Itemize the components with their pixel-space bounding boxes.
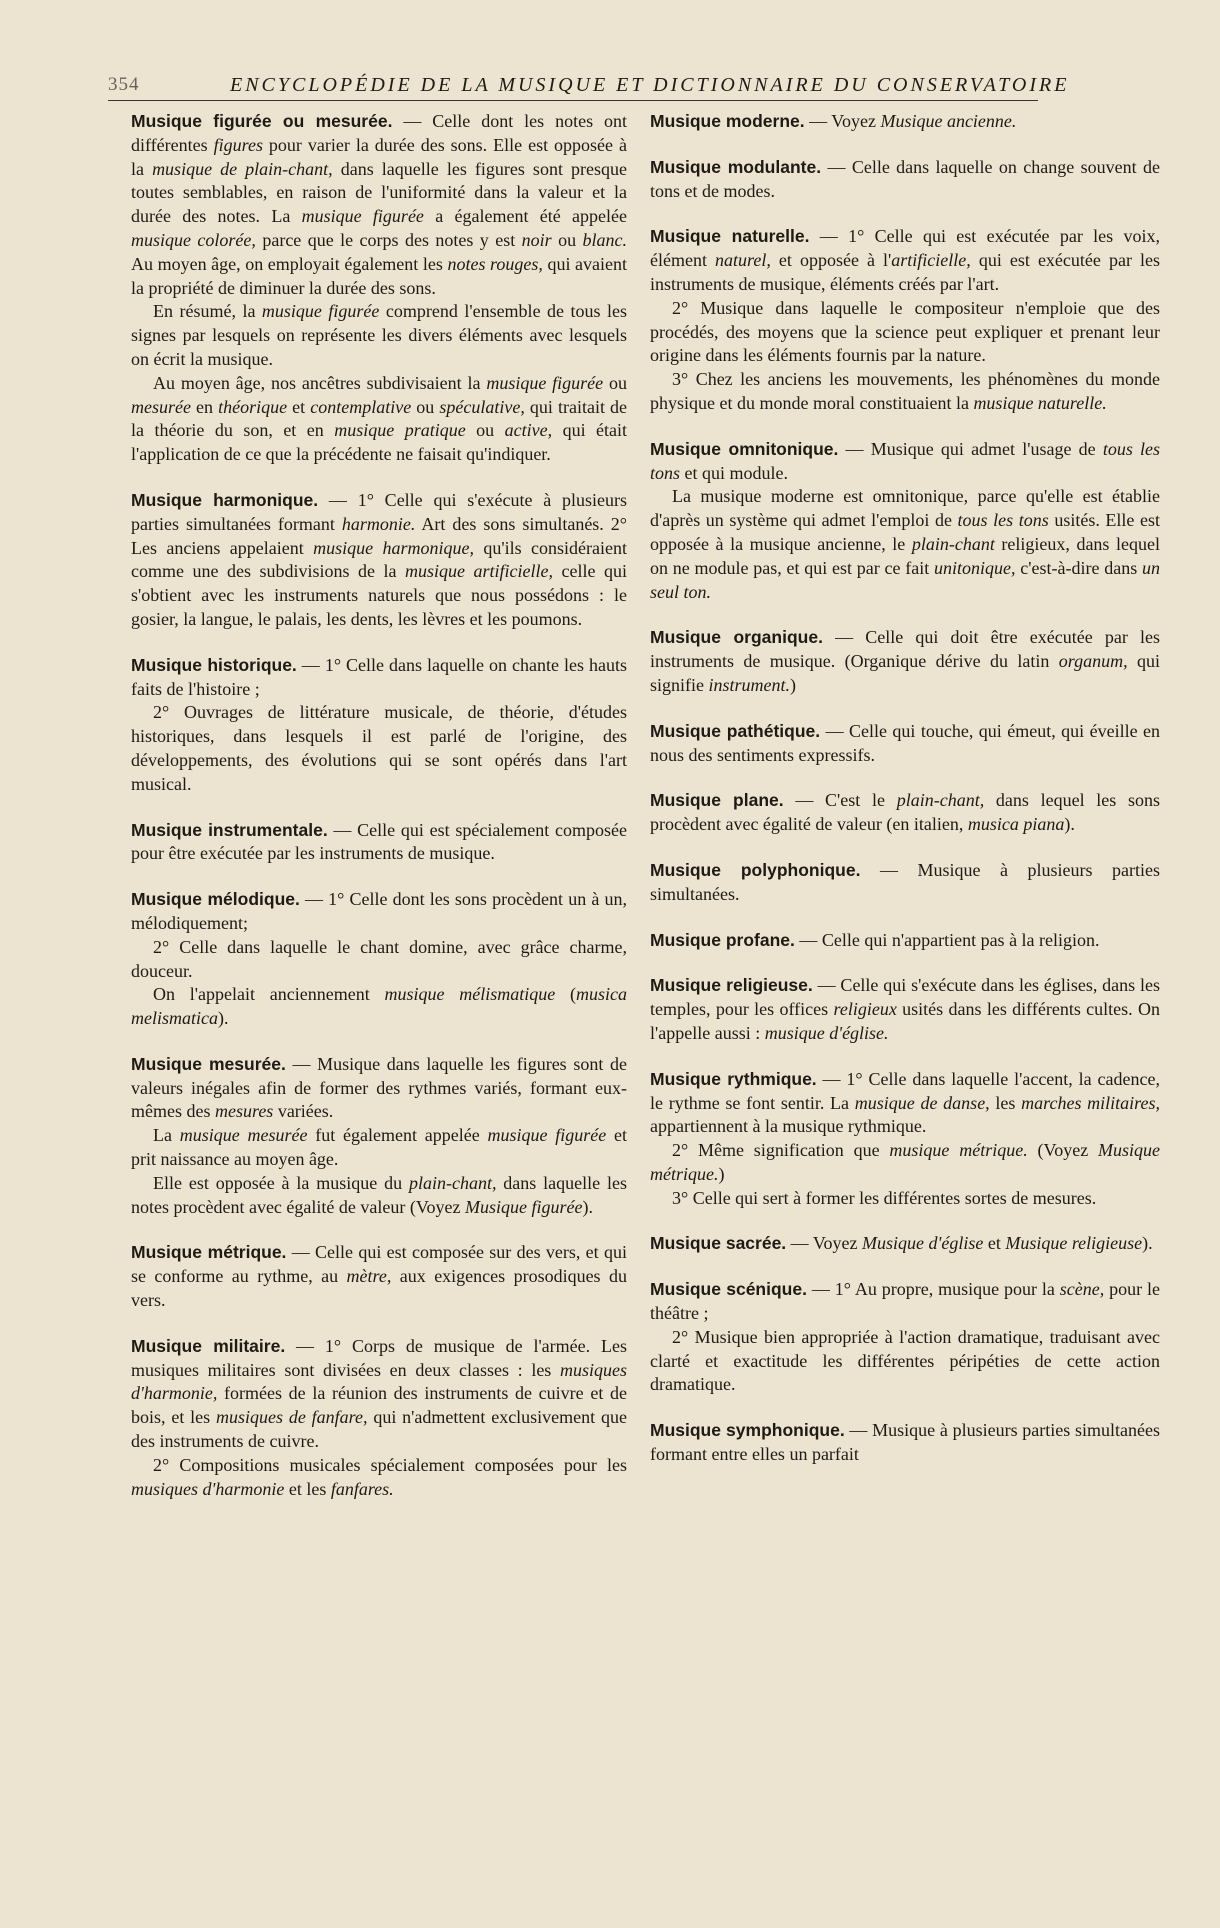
entry-term: Musique polyphonique. (650, 859, 861, 880)
entry-paragraph (131, 489, 627, 632)
italic-text: plain-chant, (408, 1172, 497, 1193)
italic-text: Musique d'église (862, 1233, 984, 1254)
body-text: — Musique à plusieurs parties simultanées formant entre elles un parfait (650, 1420, 1160, 1465)
entry-paragraph (131, 888, 627, 936)
entry-paragraph (131, 1172, 627, 1220)
body-text: en (190, 396, 219, 417)
italic-text: tous les tons (650, 438, 1160, 483)
italic-text: un seul ton. (650, 557, 1160, 602)
entry-paragraph (650, 859, 1160, 907)
entry-paragraph (650, 1187, 1160, 1211)
body-text: ). (218, 1008, 229, 1029)
entry-paragraph (650, 1139, 1160, 1187)
entry-paragraph (650, 225, 1160, 296)
entry-paragraph (650, 626, 1160, 697)
entry-term: Musique mesurée. (131, 1053, 286, 1074)
entry-term: Musique plane. (650, 790, 784, 811)
body-text: comprend l'ensemble de tous les signes par lesquels on représente les divers éléments avec lesquels on écrit la musique. (131, 301, 627, 369)
dictionary-entry (131, 888, 627, 1031)
body-text: pour varier la durée des sons. Elle est opposée à la (131, 134, 627, 179)
entry-term: Musique mélodique. (131, 889, 300, 910)
entry-term: Musique scénique. (650, 1279, 807, 1300)
body-text: c'est-à-dire dans (1015, 557, 1142, 578)
italic-text: mesures (214, 1101, 274, 1122)
body-text: aux exigences prosodiques du vers. (131, 1266, 627, 1311)
body-text: et qui module. (680, 462, 788, 483)
italic-text: musique pratique (334, 420, 466, 441)
entry-paragraph (650, 297, 1160, 368)
italic-text: spéculative, (439, 396, 525, 417)
body-text: — 1° Corps de musique de l'armée. Les musiques militaires sont divisées en deux classes : les (131, 1335, 628, 1380)
dictionary-entry (650, 720, 1160, 768)
italic-text: religieux (833, 999, 897, 1020)
body-text: (Voyez (1027, 1140, 1098, 1161)
italic-text: musique colorée, (131, 229, 256, 250)
entry-paragraph (131, 110, 627, 300)
italic-text: naturel, (715, 250, 771, 271)
body-text: Art des sons simultanés. 2° Les anciens appelaient (131, 513, 627, 558)
body-text: dans laquelle les figures sont presque toutes semblables, en raison de l'uniformité dans la valeur et la durée des notes. La (131, 158, 627, 227)
body-text: 2° Compositions musicales spécialement composées pour les (153, 1454, 627, 1475)
body-text: — Celle qui n'appartient pas à la religion. (794, 929, 1100, 950)
page-number: 354 (108, 74, 140, 95)
dictionary-entry (650, 626, 1160, 697)
entry-paragraph (131, 1335, 627, 1454)
entry-paragraph (131, 819, 627, 867)
italic-text: musique naturelle. (973, 392, 1107, 413)
body-text: ou (603, 372, 627, 393)
body-text: 2° Musique dans laquelle le compositeur n'emploie que des procédés, des moyens que la science peut expliquer et prenant leur origine dans les éléments fournis par la nature. (650, 297, 1160, 366)
italic-text: marches militaires, (1021, 1092, 1160, 1113)
body-text: — Celle dans laquelle on change souvent de tons et de modes. (650, 156, 1160, 201)
italic-text: Musique métrique. (650, 1140, 1160, 1184)
entry-paragraph (650, 368, 1160, 416)
entry-term: Musique instrumentale. (131, 819, 328, 840)
italic-text: artificielle, (891, 250, 971, 271)
entry-paragraph (131, 300, 627, 371)
body-text: — Celle qui s'exécute dans les églises, dans les temples, pour les offices (650, 975, 1160, 1020)
running-header (108, 74, 1070, 101)
entry-paragraph (131, 936, 627, 984)
entry-paragraph (650, 720, 1160, 768)
italic-text: musique mesurée (179, 1125, 308, 1146)
italic-text: noir (521, 229, 552, 250)
body-text: et opposée à l' (770, 250, 892, 271)
italic-text: instrument. (708, 674, 791, 695)
italic-text: Musique ancienne. (880, 111, 1017, 131)
entry-paragraph (131, 1124, 627, 1172)
italic-text: musique figurée (301, 206, 424, 227)
dictionary-entry (650, 1278, 1160, 1397)
italic-text: active, (504, 420, 553, 441)
italic-text: blanc. (582, 229, 628, 250)
dictionary-entry (650, 789, 1160, 837)
dictionary-entry (131, 110, 627, 467)
entry-paragraph (131, 983, 627, 1031)
italic-text: musique figurée (487, 1125, 607, 1146)
entry-term: Musique modulante. (650, 156, 822, 177)
body-text: qui traitait de la théorie du son, et en (131, 396, 627, 441)
dictionary-entry (131, 654, 627, 797)
body-text: qui n'admettent exclusivement que des instruments de cuivre. (131, 1407, 627, 1452)
dictionary-entry (650, 225, 1160, 415)
body-text: les (989, 1092, 1022, 1113)
body-text: parce que le corps des notes y est (255, 229, 522, 250)
body-text: pour le théâtre ; (650, 1279, 1160, 1324)
body-text: qui signifie (650, 651, 1160, 695)
body-text: usités dans les différents cultes. On l'appelle aussi : (650, 999, 1160, 1043)
entry-paragraph (650, 485, 1160, 604)
dictionary-entry (131, 489, 627, 632)
body-text: ) (718, 1163, 725, 1184)
entry-paragraph (650, 156, 1160, 204)
body-text: 2° Ouvrages de littérature musicale, de théorie, d'études historiques, dans lesquels il est parlé de l'origine, des développements, des évolutions qui se sont opérés dans l'art musical. (131, 702, 627, 794)
body-text: 3° Celle qui sert à former les différentes sortes de mesures. (672, 1187, 1097, 1208)
italic-text: musiques de fanfare, (216, 1407, 368, 1428)
body-text: et prit naissance au moyen âge. (131, 1125, 627, 1170)
body-text: — Celle dont les notes ont différentes (131, 111, 627, 155)
body-text: La (153, 1125, 180, 1146)
italic-text: musique harmonique, (313, 537, 474, 558)
entry-term: Musique figurée ou mesurée. (131, 111, 393, 131)
body-text: 3° Chez les anciens les mouvements, les phénomènes du monde physique et du monde moral constituaient la (650, 369, 1160, 413)
body-text: — 1° Au propre, musique pour la (806, 1279, 1060, 1300)
body-text: En résumé, la (153, 301, 262, 322)
entry-paragraph (650, 789, 1160, 837)
body-text: fut également appelée (307, 1125, 488, 1146)
body-text: dans laquelle les notes procèdent avec égalité de valeur (Voyez (131, 1172, 627, 1217)
entry-paragraph (650, 438, 1160, 486)
dictionary-entry (650, 974, 1160, 1045)
left-column (131, 110, 627, 1523)
entry-term: Musique profane. (650, 929, 795, 950)
body-text: Au moyen âge, on employait également les (131, 253, 448, 274)
entry-term: Musique symphonique. (650, 1420, 845, 1441)
italic-text: Musique religieuse (1005, 1233, 1143, 1254)
entry-term: Musique omnitonique. (650, 438, 839, 459)
body-text: dans lequel les sons procèdent avec égalité de valeur (en italien, (650, 790, 1161, 835)
body-text: 2° Même signification que (672, 1140, 890, 1161)
italic-text: musique métrique. (889, 1140, 1028, 1161)
italic-text: musique artificielle, (405, 561, 553, 582)
entry-paragraph (131, 372, 627, 467)
italic-text: fanfares. (330, 1478, 394, 1499)
entry-paragraph (650, 1278, 1160, 1326)
body-text: et les (284, 1478, 331, 1499)
body-text: Elle est opposée à la musique du (153, 1172, 409, 1193)
body-text: ou (551, 229, 583, 250)
body-text: — 1° Celle dans laquelle l'accent, la cadence, le rythme se font sentir. La (650, 1068, 1160, 1113)
body-text: — C'est le (783, 790, 897, 811)
entry-term: Musique sacrée. (650, 1233, 787, 1254)
dictionary-entry (131, 1241, 627, 1312)
body-text: ) (790, 674, 797, 695)
body-text: — Musique qui admet l'usage de (838, 438, 1103, 459)
italic-text: musiques d'harmonie (131, 1478, 285, 1499)
entry-paragraph (650, 1419, 1160, 1467)
dictionary-entry (650, 110, 1160, 134)
entry-term: Musique métrique. (131, 1242, 287, 1263)
running-title: ENCYCLOPÉDIE DE LA MUSIQUE ET DICTIONNAIRE DU CONSERVATOIRE (230, 74, 1070, 96)
entry-paragraph (650, 929, 1160, 953)
entry-paragraph (650, 974, 1160, 1045)
entry-paragraph (650, 1232, 1160, 1256)
body-text: — Voyez (804, 111, 881, 131)
body-text: Au moyen âge, nos ancêtres subdivisaient la (153, 372, 487, 393)
entry-paragraph (650, 110, 1160, 134)
italic-text: mètre, (346, 1266, 392, 1287)
entry-term: Musique militaire. (131, 1335, 286, 1356)
body-text: ). (582, 1196, 593, 1217)
body-text: ou (411, 396, 440, 417)
body-text: et (287, 396, 311, 417)
body-text: — 1° Celle qui s'exécute à plusieurs parties simultanées formant (131, 489, 627, 534)
entry-paragraph (131, 1454, 627, 1502)
body-text: ). (1064, 814, 1075, 835)
italic-text: scène, (1059, 1279, 1105, 1300)
dictionary-entry (650, 929, 1160, 953)
italic-text: harmonie. (341, 513, 416, 534)
entry-term: Musique harmonique. (131, 489, 319, 510)
italic-text: musique de plain-chant, (152, 158, 333, 179)
body-text: qui est exécutée par les instruments de musique, éléments créés par l'art. (650, 250, 1160, 294)
entry-paragraph (131, 654, 627, 702)
body-text: La musique moderne est omnitonique, parce qu'elle est établie d'après un système qui admet l'emploi de (650, 486, 1160, 531)
entry-term: Musique pathétique. (650, 720, 821, 741)
body-text: — Celle qui est composée sur des vers, et qui se conforme au rythme, au (131, 1242, 627, 1287)
body-text: usités. Elle est opposée à la musique ancienne, le (650, 510, 1160, 554)
body-text: 2° Musique bien appropriée à l'action dramatique, traduisant avec clarté et exactitude les différentes péripéties de cette action dramatique. (650, 1326, 1160, 1395)
italic-text: mesurée (131, 396, 191, 417)
entry-paragraph (131, 701, 627, 796)
body-text: qu'ils considéraient comme une des subdivisions de la (131, 537, 627, 582)
body-text: — 1° Celle qui est exécutée par les voix, élément (650, 226, 1161, 271)
body-text: 2° Celle dans laquelle le chant domine, avec grâce charme, douceur. (131, 936, 627, 981)
dictionary-entry (131, 1053, 627, 1220)
italic-text: musique figurée (261, 301, 380, 322)
italic-text: notes rouges, (447, 253, 543, 274)
italic-text: tous les tons (957, 510, 1049, 531)
italic-text: contemplative (310, 396, 412, 417)
body-text: — Musique dans laquelle les figures sont de valeurs inégales afin de former des rythmes variés, formant eux-mêmes des (131, 1053, 627, 1122)
entry-term: Musique historique. (131, 654, 297, 675)
body-text: — 1° Celle dont les sons procèdent un à un, mélodiquement; (131, 889, 627, 933)
body-text: — 1° Celle dans laquelle on chante les hauts faits de l'histoire ; (131, 654, 627, 699)
italic-text: musique d'église. (764, 1022, 889, 1043)
italic-text: musiques d'harmonie, (131, 1359, 627, 1404)
body-text: — Celle qui doit être exécutée par les instruments de musique. (Organique dérive du latin (650, 627, 1160, 672)
italic-text: unitonique, (934, 557, 1016, 578)
body-text: qui était l'application de ce que la précédente ne faisait qu'indiquer. (131, 420, 628, 465)
body-text: appartiennent à la musique rythmique. (650, 1116, 927, 1137)
italic-text: Musique figurée (465, 1196, 583, 1217)
body-text: et (983, 1233, 1006, 1254)
body-text: formées de la réunion des instruments de cuivre et de bois, et les (131, 1383, 627, 1428)
body-text: ( (555, 984, 576, 1005)
entry-paragraph (131, 1241, 627, 1312)
body-text: religieux, dans lequel on ne module pas, et qui est par ce fait (650, 533, 1160, 578)
dictionary-entry (650, 438, 1160, 605)
body-text: — Celle qui touche, qui émeut, qui éveille en nous des sentiments expressifs. (650, 720, 1160, 765)
body-text: — Musique à plusieurs parties simultanées. (650, 859, 1161, 904)
dictionary-entry (650, 1068, 1160, 1211)
italic-text: théorique (218, 396, 288, 417)
italic-text: plain-chant (911, 533, 995, 554)
dictionary-entry (650, 156, 1160, 204)
body-text: variées. (273, 1101, 334, 1122)
body-text: celle qui s'obtient avec les instruments naturels que nous possédons : le gosier, la langue, le palais, les dents, les lèvres et les poumons. (131, 561, 627, 629)
body-text: — Voyez (786, 1233, 863, 1254)
entry-term: Musique rythmique. (650, 1068, 817, 1089)
entry-term: Musique moderne. (650, 111, 805, 131)
entry-term: Musique organique. (650, 627, 823, 648)
dictionary-entry (650, 1419, 1160, 1467)
right-column (650, 110, 1160, 1489)
body-text: — Celle qui est spécialement composée pour être exécutée par les instruments de musique. (131, 819, 627, 864)
italic-text: figures (213, 134, 263, 155)
body-text: ou (465, 420, 505, 441)
entry-paragraph (650, 1326, 1160, 1397)
body-text: a également été appelée (423, 206, 627, 227)
italic-text: organum, (1058, 651, 1128, 672)
body-text: On l'appelait anciennement (153, 984, 385, 1005)
entry-paragraph (650, 1068, 1160, 1139)
entry-paragraph (131, 1053, 627, 1124)
dictionary-entry (650, 1232, 1160, 1256)
entry-term: Musique religieuse. (650, 975, 813, 996)
entry-term: Musique naturelle. (650, 226, 810, 247)
body-text: qui avaient la propriété de diminuer la durée des sons. (131, 253, 627, 298)
italic-text: plain-chant, (896, 790, 985, 811)
italic-text: musique mélismatique (384, 984, 556, 1005)
dictionary-entry (131, 1335, 627, 1502)
dictionary-entry (650, 859, 1160, 907)
dictionary-entry (131, 819, 627, 867)
italic-text: musica melismatica (131, 984, 627, 1029)
italic-text: musica piana (967, 814, 1065, 835)
body-text: ). (1142, 1233, 1153, 1254)
italic-text: musique de danse, (854, 1092, 990, 1113)
italic-text: musique figurée (486, 372, 604, 393)
